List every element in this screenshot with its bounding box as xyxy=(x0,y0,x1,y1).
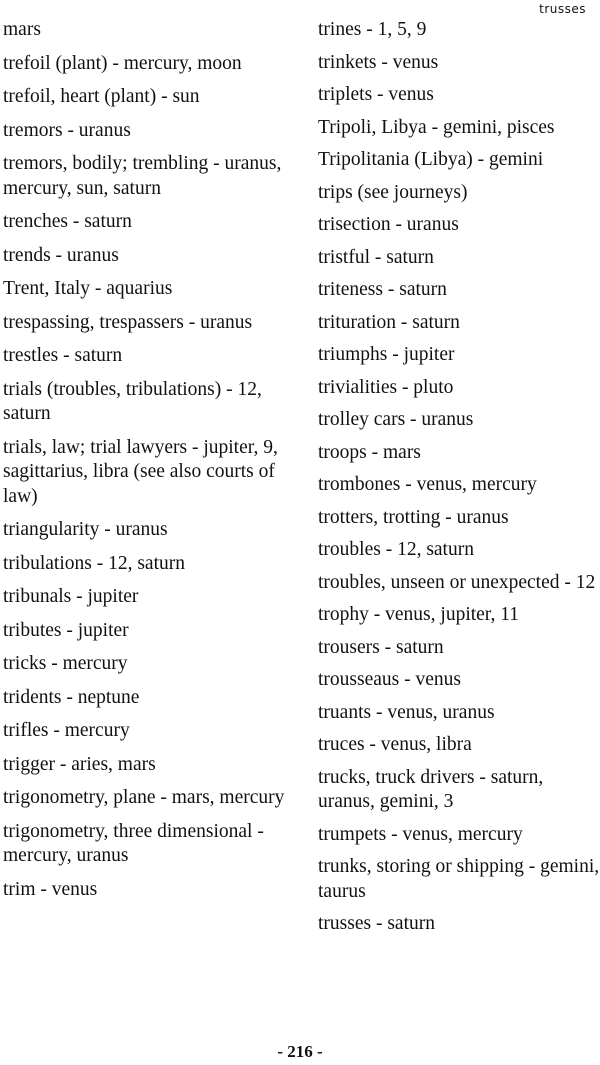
index-entry: triteness - saturn xyxy=(318,279,447,300)
right-column xyxy=(318,18,600,945)
index-entry: trotters, trotting - uranus xyxy=(318,506,509,528)
index-entry: troops - mars xyxy=(318,441,421,463)
index-entry: trefoil, heart (plant) - sun xyxy=(3,86,200,107)
index-entry: tristful - saturn xyxy=(318,246,434,268)
index-entry: trombones - venus, mercury xyxy=(318,474,537,495)
index-entry: trespassing, trespassers - uranus xyxy=(3,311,253,333)
index-entry: trucks, truck drivers - saturn, uranus, gemini, 3 xyxy=(318,766,544,812)
index-entry: trigonometry, plane - mars, mercury xyxy=(3,787,285,808)
index-entry: trinkets - venus xyxy=(318,51,439,73)
index-entry: trivialities - pluto xyxy=(318,376,454,398)
page-number: - 216 - xyxy=(277,1042,323,1061)
index-entry: Trent, Italy - aquarius xyxy=(3,278,173,299)
index-entry: troubles, unseen or unexpected - 12 xyxy=(318,571,596,593)
index-entry: trials, law; trial lawyers - jupiter, 9, sagittarius, libra (see also courts of law) xyxy=(3,436,278,507)
index-entry: Tripolitania (Libya) - gemini xyxy=(318,149,544,170)
running-head: trusses xyxy=(539,2,586,16)
index-entry: trusses - saturn xyxy=(318,913,435,934)
index-entry: truces - venus, libra xyxy=(318,734,472,755)
index-entry: trefoil (plant) - mercury, moon xyxy=(3,52,242,74)
index-entry: trips (see journeys) xyxy=(318,181,468,203)
index-entry: trim - venus xyxy=(3,878,98,900)
index-entry: trials (troubles, tribulations) - 12, saturn xyxy=(3,378,262,424)
index-entry: troubles - 12, saturn xyxy=(318,539,474,560)
left-column xyxy=(3,18,293,911)
index-entry: trolley cars - uranus xyxy=(318,409,474,430)
index-entry: tridents - neptune xyxy=(3,686,140,708)
index-entry: trenches - saturn xyxy=(3,211,132,232)
index-entry: trousseaus - venus xyxy=(318,669,461,690)
index-entry: triplets - venus xyxy=(318,84,434,105)
index-entry: Tripoli, Libya - gemini, pisces xyxy=(318,116,555,138)
index-entry: trunks, storing or shipping - gemini, taurus xyxy=(318,856,600,902)
index-entry: trophy - venus, jupiter, 11 xyxy=(318,604,520,625)
index-entry: tribunals - jupiter xyxy=(3,586,139,607)
index-entry: trousers - saturn xyxy=(318,636,444,658)
index-entry: trisection - uranus xyxy=(318,214,459,235)
index-entry: tributes - jupiter xyxy=(3,619,129,641)
index-entry: tremors - uranus xyxy=(3,119,131,141)
index-entry: trigonometry, three dimensional - mercury, uranus xyxy=(3,820,264,866)
index-entry: tribulations - 12, saturn xyxy=(3,552,185,574)
index-entry: mars xyxy=(3,19,41,40)
index-entry: trumpets - venus, mercury xyxy=(318,823,523,845)
index-entry: triumphs - jupiter xyxy=(318,344,455,365)
index-entry: tremors, bodily; trembling - uranus, mercury, sun, saturn xyxy=(3,153,282,199)
index-entry: triangularity - uranus xyxy=(3,519,168,540)
index-entry: tricks - mercury xyxy=(3,653,128,674)
index-entry: truants - venus, uranus xyxy=(318,701,495,723)
index-entry: trigger - aries, mars xyxy=(3,753,156,775)
index-entry: trituration - saturn xyxy=(318,311,460,333)
index-entry: trestles - saturn xyxy=(3,345,123,366)
index-entry: trifles - mercury xyxy=(3,720,130,741)
index-entry: trines - 1, 5, 9 xyxy=(318,19,427,40)
index-entry: trends - uranus xyxy=(3,244,119,266)
